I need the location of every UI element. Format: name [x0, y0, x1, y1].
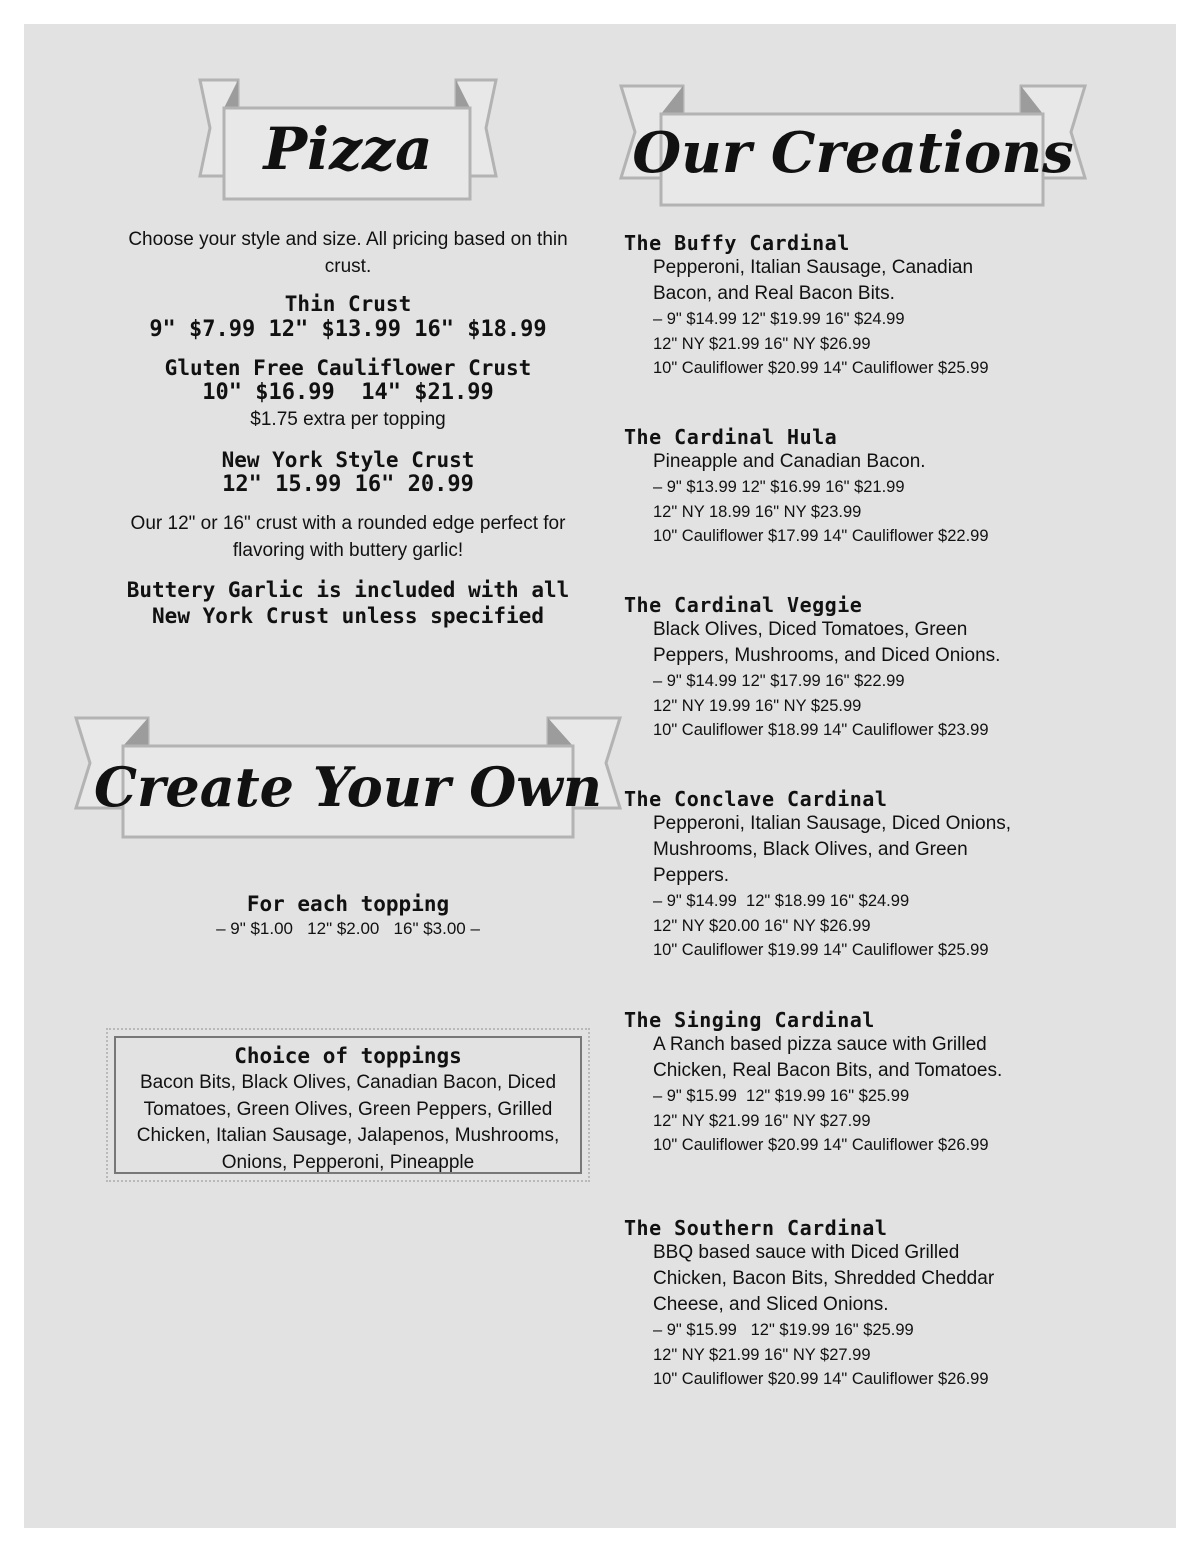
creation-item	[624, 593, 1064, 743]
toppings-box	[106, 1028, 590, 1182]
topping-prices: – 9" $1.00 12" $2.00 16" $3.00 –	[216, 919, 480, 938]
creation-name: The Buffy Cardinal	[624, 231, 850, 255]
creation-item	[624, 231, 1064, 381]
creation-description: A Ranch based pizza sauce with Grilled Chicken, Real Bacon Bits, and Tomatoes.	[653, 1034, 1003, 1081]
creation-price-line: 10" Cauliflower $19.99 14" Cauliflower $25.99	[653, 941, 989, 959]
toppings-list: Bacon Bits, Black Olives, Canadian Bacon, Diced Tomatoes, Green Olives, Green Peppers, Grilled Chicken, Italian Sausage, Jalapenos, Mushrooms, Onions, Pepperoni, Pineapple	[136, 1072, 560, 1173]
creation-price-line: – 9" $13.99 12" $16.99 16" $21.99	[653, 478, 905, 496]
pizza-intro: Choose your style and size. All pricing based on thin crust.	[128, 229, 568, 277]
creation-price-line: – 9" $15.99 12" $19.99 16" $25.99	[653, 1321, 914, 1339]
gluten-free-topping-note: $1.75 extra per topping	[250, 409, 446, 430]
creation-description: Black Olives, Diced Tomatoes, Green Peppers, Mushrooms, and Diced Onions.	[653, 619, 1001, 666]
creation-price-line: 10" Cauliflower $18.99 14" Cauliflower $23.99	[653, 721, 989, 739]
creations-banner	[619, 84, 1087, 208]
thin-crust-name: Thin Crust	[284, 292, 412, 316]
topping-heading: For each topping	[246, 892, 450, 916]
toppings-heading: Choice of toppings	[234, 1044, 462, 1068]
creation-name: The Conclave Cardinal	[624, 787, 888, 811]
creation-price-line: – 9" $15.99 12" $19.99 16" $25.99	[653, 1087, 910, 1105]
toppings-box-inner	[114, 1036, 582, 1174]
creations-title: Our Creations	[632, 120, 1074, 186]
creation-name: The Cardinal Veggie	[624, 593, 863, 617]
creation-item	[624, 425, 1064, 549]
creation-price-line: 12" NY 18.99 16" NY $23.99	[653, 502, 862, 521]
creation-price-line: 12" NY $21.99 16" NY $27.99	[653, 1111, 871, 1130]
creation-price-line: 12" NY $21.99 16" NY $27.99	[653, 1345, 871, 1364]
creation-item	[624, 1008, 1064, 1158]
buttery-garlic-note: Buttery Garlic is included with all New York Crust unless specified	[126, 578, 570, 628]
creation-description: Pepperoni, Italian Sausage, Diced Onions, Mushrooms, Black Olives, and Green Peppers.	[653, 813, 1012, 886]
new-york-crust-prices: 12" 15.99 16" 20.99	[222, 472, 474, 497]
creation-price-line: 12" NY $21.99 16" NY $26.99	[653, 334, 871, 353]
creation-price-line: – 9" $14.99 12" $19.99 16" $24.99	[653, 310, 905, 328]
creation-price-line: – 9" $14.99 12" $17.99 16" $22.99	[653, 672, 905, 690]
creation-name: The Singing Cardinal	[624, 1008, 875, 1032]
creation-price-line: 10" Cauliflower $20.99 14" Cauliflower $25.99	[653, 359, 989, 377]
creation-price-line: 10" Cauliflower $20.99 14" Cauliflower $26.99	[653, 1370, 989, 1388]
creation-price-line: 12" NY 19.99 16" NY $25.99	[653, 696, 862, 715]
gluten-free-crust-name: Gluten Free Cauliflower Crust	[164, 356, 532, 380]
creation-name: The Southern Cardinal	[624, 1216, 888, 1240]
thin-crust-prices: 9" $7.99 12" $13.99 16" $18.99	[149, 317, 547, 342]
creation-name: The Cardinal Hula	[624, 425, 838, 449]
pizza-title: Pizza	[263, 115, 433, 183]
creation-price-line: 10" Cauliflower $17.99 14" Cauliflower $22.99	[653, 527, 989, 545]
new-york-crust-description: Our 12" or 16" crust with a rounded edge perfect for flavoring with buttery garlic!	[130, 513, 566, 561]
gluten-free-crust-prices: 10" $16.99 14" $21.99	[202, 380, 494, 405]
creation-item	[624, 787, 1064, 963]
create-your-own-title: Create Your Own	[93, 755, 603, 819]
creation-description: Pepperoni, Italian Sausage, Canadian Bacon, and Real Bacon Bits.	[653, 257, 974, 304]
creation-description: Pineapple and Canadian Bacon.	[653, 451, 926, 472]
new-york-crust-name: New York Style Crust	[221, 448, 475, 472]
create-your-own-banner	[74, 716, 622, 840]
pizza-banner	[198, 78, 498, 203]
creation-price-line: – 9" $14.99 12" $18.99 16" $24.99	[653, 892, 910, 910]
creation-price-line: 10" Cauliflower $20.99 14" Cauliflower $26.99	[653, 1136, 989, 1154]
creation-description: BBQ based sauce with Diced Grilled Chicken, Bacon Bits, Shredded Cheddar Cheese, and Sliced Onions.	[653, 1242, 995, 1315]
creation-item	[624, 1216, 1064, 1392]
creation-price-line: 12" NY $20.00 16" NY $26.99	[653, 916, 871, 935]
